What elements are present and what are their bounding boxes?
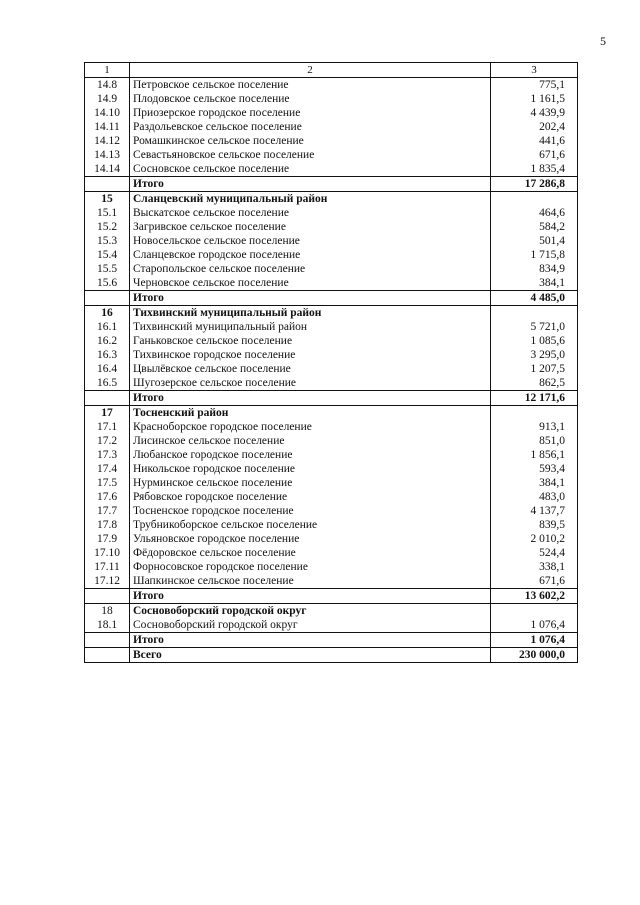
row-number: 14.10: [85, 106, 130, 120]
table-row: [85, 518, 578, 532]
total-number-cell: [85, 391, 130, 406]
grand-total-number-cell: [85, 648, 130, 663]
total-value: 13 602,2: [491, 589, 578, 604]
row-number: 17.12: [85, 574, 130, 589]
row-name: Фёдоровское сельское поселение: [130, 546, 491, 560]
row-name: Сланцевское городское поселение: [130, 248, 491, 262]
total-label: Итого: [130, 391, 491, 406]
header-col-1: 1: [85, 63, 130, 78]
table-row: [85, 120, 578, 134]
total-value: 12 171,6: [491, 391, 578, 406]
row-number: 14.11: [85, 120, 130, 134]
table-row: [85, 490, 578, 504]
row-value: 851,0: [491, 434, 578, 448]
row-value: 441,6: [491, 134, 578, 148]
total-number-cell: [85, 633, 130, 648]
row-name: Рябовское городское поселение: [130, 490, 491, 504]
row-number: 14.12: [85, 134, 130, 148]
table-row: [85, 476, 578, 490]
district-name: Сланцевский муниципальный район: [130, 192, 491, 207]
row-value: 671,6: [491, 574, 578, 589]
row-value: 1 835,4: [491, 162, 578, 177]
row-value: 834,9: [491, 262, 578, 276]
row-name: Шапкинское сельское поселение: [130, 574, 491, 589]
table-row: [85, 574, 578, 589]
table-row: [85, 248, 578, 262]
table-row: [85, 434, 578, 448]
district-row: [85, 192, 578, 207]
row-name: Старопольское сельское поселение: [130, 262, 491, 276]
table-row: [85, 348, 578, 362]
table-header-row: [85, 63, 578, 78]
row-name: Новосельское сельское поселение: [130, 234, 491, 248]
row-value: 671,6: [491, 148, 578, 162]
row-number: 17.8: [85, 518, 130, 532]
row-name: Лисинское сельское поселение: [130, 434, 491, 448]
table-row: [85, 462, 578, 476]
district-number: 15: [85, 192, 130, 207]
total-row: [85, 291, 578, 306]
table-row: [85, 106, 578, 120]
total-row: [85, 589, 578, 604]
row-value: 5 721,0: [491, 320, 578, 334]
table-row: [85, 148, 578, 162]
table-row: [85, 532, 578, 546]
row-number: 17.6: [85, 490, 130, 504]
row-value: 4 439,9: [491, 106, 578, 120]
row-value: 524,4: [491, 546, 578, 560]
row-value: 862,5: [491, 376, 578, 391]
row-number: 17.1: [85, 420, 130, 434]
table-row: [85, 234, 578, 248]
row-value: 1 856,1: [491, 448, 578, 462]
district-row: [85, 604, 578, 619]
row-value: 338,1: [491, 560, 578, 574]
row-value: 775,1: [491, 78, 578, 93]
row-name: Цвылёвское сельское поселение: [130, 362, 491, 376]
row-value: 4 137,7: [491, 504, 578, 518]
district-name: Сосновоборский городской округ: [130, 604, 491, 619]
row-name: Любанское городское поселение: [130, 448, 491, 462]
row-name: Выскатское сельское поселение: [130, 206, 491, 220]
row-number: 17.10: [85, 546, 130, 560]
table-row: [85, 220, 578, 234]
row-name: Петровское сельское поселение: [130, 78, 491, 93]
table-row: [85, 560, 578, 574]
page-number: 5: [600, 34, 606, 48]
district-row: [85, 406, 578, 421]
row-name: Сосновское сельское поселение: [130, 162, 491, 177]
row-number: 15.4: [85, 248, 130, 262]
total-label: Итого: [130, 633, 491, 648]
row-value: 1 076,4: [491, 618, 578, 633]
row-value: 1 161,5: [491, 92, 578, 106]
row-name: Загривское сельское поселение: [130, 220, 491, 234]
district-value-cell: [491, 192, 578, 207]
table-row: [85, 92, 578, 106]
row-number: 16.5: [85, 376, 130, 391]
district-number: 16: [85, 306, 130, 321]
total-value: 17 286,8: [491, 177, 578, 192]
row-name: Нурминское сельское поселение: [130, 476, 491, 490]
row-value: 839,5: [491, 518, 578, 532]
district-number: 17: [85, 406, 130, 421]
total-number-cell: [85, 291, 130, 306]
row-name: Ульяновское городское поселение: [130, 532, 491, 546]
row-number: 17.2: [85, 434, 130, 448]
row-number: 16.4: [85, 362, 130, 376]
row-name: Тихвинский муниципальный район: [130, 320, 491, 334]
row-number: 17.11: [85, 560, 130, 574]
total-row: [85, 177, 578, 192]
total-label: Итого: [130, 291, 491, 306]
total-value: 4 485,0: [491, 291, 578, 306]
row-number: 14.8: [85, 78, 130, 93]
row-number: 16.2: [85, 334, 130, 348]
table-row: [85, 78, 578, 93]
district-name: Тихвинский муниципальный район: [130, 306, 491, 321]
district-row: [85, 306, 578, 321]
total-number-cell: [85, 589, 130, 604]
row-name: Ромашкинское сельское поселение: [130, 134, 491, 148]
row-number: 14.13: [85, 148, 130, 162]
total-row: [85, 633, 578, 648]
total-label: Итого: [130, 177, 491, 192]
row-number: 17.9: [85, 532, 130, 546]
district-number: 18: [85, 604, 130, 619]
row-name: Тихвинское городское поселение: [130, 348, 491, 362]
table-row: [85, 206, 578, 220]
header-col-3: 3: [491, 63, 578, 78]
header-col-2: 2: [130, 63, 491, 78]
table-row: [85, 162, 578, 177]
row-name: Плодовское сельское поселение: [130, 92, 491, 106]
row-name: Раздольевское сельское поселение: [130, 120, 491, 134]
row-name: Сосновоборский городской округ: [130, 618, 491, 633]
district-value-cell: [491, 604, 578, 619]
total-number-cell: [85, 177, 130, 192]
row-value: 913,1: [491, 420, 578, 434]
row-name: Никольское городское поселение: [130, 462, 491, 476]
table-row: [85, 448, 578, 462]
row-value: 1 207,5: [491, 362, 578, 376]
row-name: Ганьковское сельское поселение: [130, 334, 491, 348]
row-number: 15.3: [85, 234, 130, 248]
row-value: 384,1: [491, 476, 578, 490]
total-value: 1 076,4: [491, 633, 578, 648]
grand-total-label: Всего: [130, 648, 491, 663]
table-row: [85, 262, 578, 276]
row-number: 15.2: [85, 220, 130, 234]
row-number: 15.1: [85, 206, 130, 220]
row-number: 17.5: [85, 476, 130, 490]
row-name: Севастьяновское сельское поселение: [130, 148, 491, 162]
row-number: 18.1: [85, 618, 130, 633]
row-number: 14.9: [85, 92, 130, 106]
table-row: [85, 334, 578, 348]
table-row: [85, 618, 578, 633]
row-name: Тосненское городское поселение: [130, 504, 491, 518]
row-number: 15.6: [85, 276, 130, 291]
table-row: [85, 276, 578, 291]
table-row: [85, 504, 578, 518]
row-number: 15.5: [85, 262, 130, 276]
table-row: [85, 362, 578, 376]
row-value: 384,1: [491, 276, 578, 291]
table-row: [85, 320, 578, 334]
row-name: Форносовское городское поселение: [130, 560, 491, 574]
row-value: 501,4: [491, 234, 578, 248]
row-name: Шугозерское сельское поселение: [130, 376, 491, 391]
district-value-cell: [491, 306, 578, 321]
row-name: Трубникоборское сельское поселение: [130, 518, 491, 532]
table-row: [85, 546, 578, 560]
row-number: 16.3: [85, 348, 130, 362]
row-number: 16.1: [85, 320, 130, 334]
row-number: 14.14: [85, 162, 130, 177]
district-name: Тосненский район: [130, 406, 491, 421]
row-number: 17.7: [85, 504, 130, 518]
row-value: 593,4: [491, 462, 578, 476]
row-number: 17.4: [85, 462, 130, 476]
total-label: Итого: [130, 589, 491, 604]
table-row: [85, 376, 578, 391]
row-value: 483,0: [491, 490, 578, 504]
row-value: 1 715,8: [491, 248, 578, 262]
row-name: Приозерское городское поселение: [130, 106, 491, 120]
budget-distribution-table: [84, 62, 578, 663]
row-name: Красноборское городское поселение: [130, 420, 491, 434]
row-number: 17.3: [85, 448, 130, 462]
row-value: 1 085,6: [491, 334, 578, 348]
row-value: 2 010,2: [491, 532, 578, 546]
row-value: 584,2: [491, 220, 578, 234]
row-value: 3 295,0: [491, 348, 578, 362]
row-name: Черновское сельское поселение: [130, 276, 491, 291]
row-value: 464,6: [491, 206, 578, 220]
table-row: [85, 420, 578, 434]
district-value-cell: [491, 406, 578, 421]
grand-total-value: 230 000,0: [491, 648, 578, 663]
total-row: [85, 391, 578, 406]
row-value: 202,4: [491, 120, 578, 134]
table-row: [85, 134, 578, 148]
grand-total-row: [85, 648, 578, 663]
